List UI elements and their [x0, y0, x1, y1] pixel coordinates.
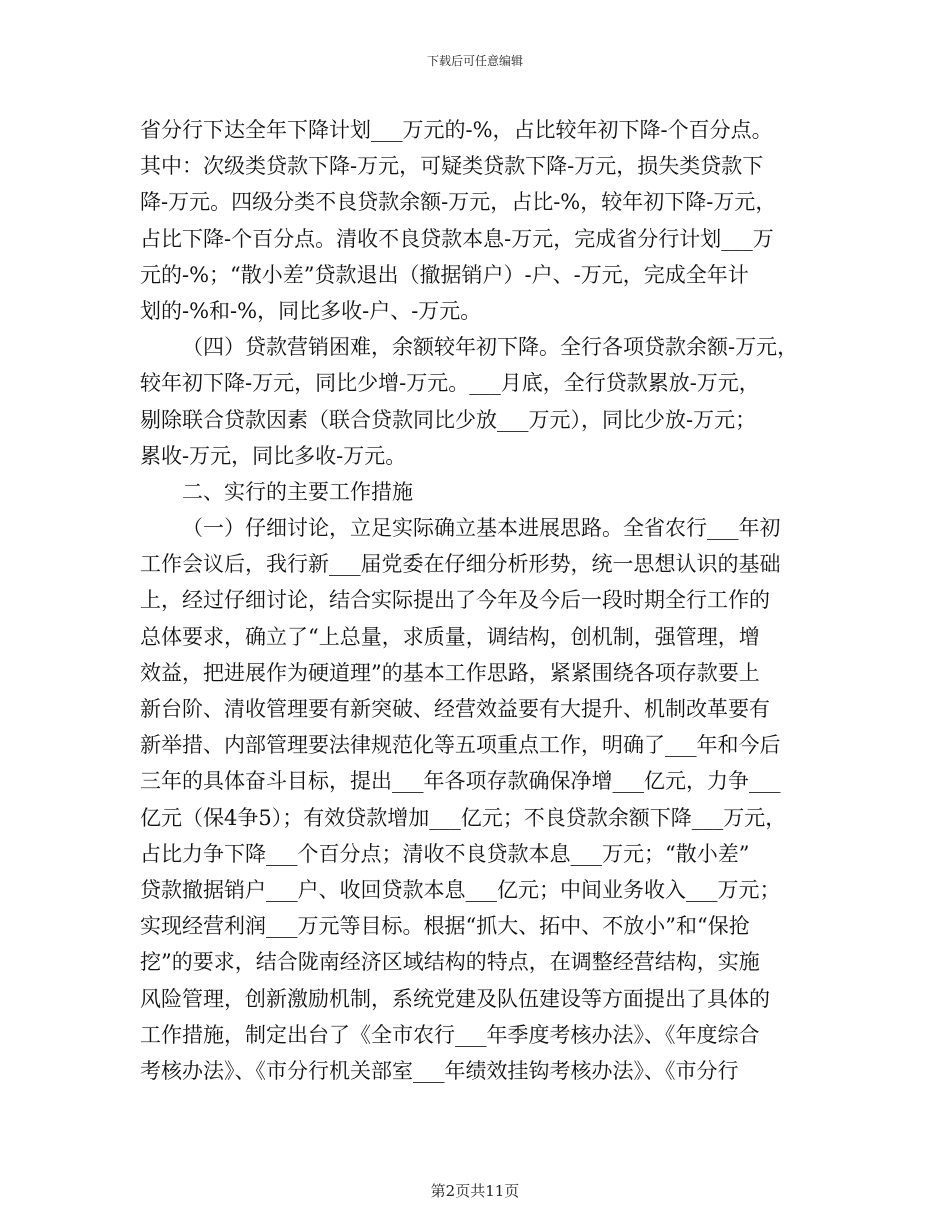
- text-line: 上，经过仔细讨论，结合实际提出了今年及今后一段时期全行工作的: [140, 588, 770, 613]
- text-line: 亿元（保4争5）；有效贷款增加___亿元；不良贷款余额下降___万元，: [140, 805, 787, 830]
- text-line: 效益，把进展作为硬道理”的基本工作思路，紧紧围绕各项存款要上: [140, 660, 760, 685]
- text-line: （一）仔细讨论，立足实际确立基本进展思路。全省农行___年初: [182, 516, 781, 541]
- text-line: （四）贷款营销困难，余额较年初下降。全行各项贷款余额-万元，: [182, 335, 799, 360]
- text-line: 剔除联合贷款因素（联合贷款同比少放___万元），同比少放-万元；: [140, 407, 757, 432]
- text-line: 工作措施，制定出台了《全市农行___年季度考核办法》、《年度综合: [140, 1022, 760, 1047]
- page-footer: 第2页共11页: [430, 1182, 520, 1200]
- text-line: 其中：次级类贷款下降-万元，可疑类贷款下降-万元，损失类贷款下: [140, 154, 764, 179]
- text-line: 占比力争下降___个百分点；清收不良贷款本息___万元；“散小差”: [140, 841, 750, 866]
- text-line: 占比下降-个百分点。清收不良贷款本息-万元，完成省分行计划___万: [140, 226, 774, 251]
- text-line: 较年初下降-万元，同比少增-万元。___月底，全行贷款累放-万元，: [140, 371, 760, 396]
- text-line: 总体要求，确立了“上总量，求质量，调结构，创机制，强管理，增: [140, 624, 760, 649]
- text-line: 新台阶、清收管理要有新突破、经营效益要有大提升、机制改革要有: [140, 697, 770, 721]
- text-line: 降-万元。四级分类不良贷款余额-万元，占比-%，较年初下降-万元，: [140, 190, 777, 215]
- text-line: 元的-%；“散小差”贷款退出（撤据销户）-户、-万元，完成全年计: [140, 262, 749, 287]
- text-line: 实现经营利润___万元等目标。根据“抓大、拓中、不放小”和“保抢: [140, 914, 750, 939]
- text-line: 新举措、内部管理要法律规范化等五项重点工作，明确了___年和今后: [140, 733, 781, 758]
- text-line: 风险管理，创新激励机制，系统党建及队伍建设等方面提出了具体的: [140, 986, 770, 1011]
- text-line: 划的-%和-%，同比多收-户、-万元。: [140, 298, 482, 323]
- text-line: 二、实行的主要工作措施: [182, 479, 413, 504]
- text-line: 累收-万元，同比多收-万元。: [140, 443, 407, 468]
- page-header: 下载后可任意编辑: [426, 54, 523, 68]
- document-body: [140, 112, 820, 1089]
- text-line: 挖”的要求，结合陇南经济区域结构的特点，在调整经营结构，实施: [140, 950, 760, 975]
- text-line: 贷款撤据销户___户、收回贷款本息___亿元；中间业务收入___万元；: [140, 877, 781, 902]
- text-line: 三年的具体奋斗目标，提出___年各项存款确保净增___亿元，力争___: [140, 769, 781, 794]
- text-line: 工作会议后，我行新___届党委在仔细分析形势，统一思想认识的基础: [140, 552, 781, 577]
- text-line: 考核办法》、《市分行机关部室___年绩效挂钩考核办法》、《市分行: [140, 1058, 739, 1083]
- text-line: 省分行下达全年下降计划___万元的-%，占比较年初下降-个百分点。: [140, 118, 773, 142]
